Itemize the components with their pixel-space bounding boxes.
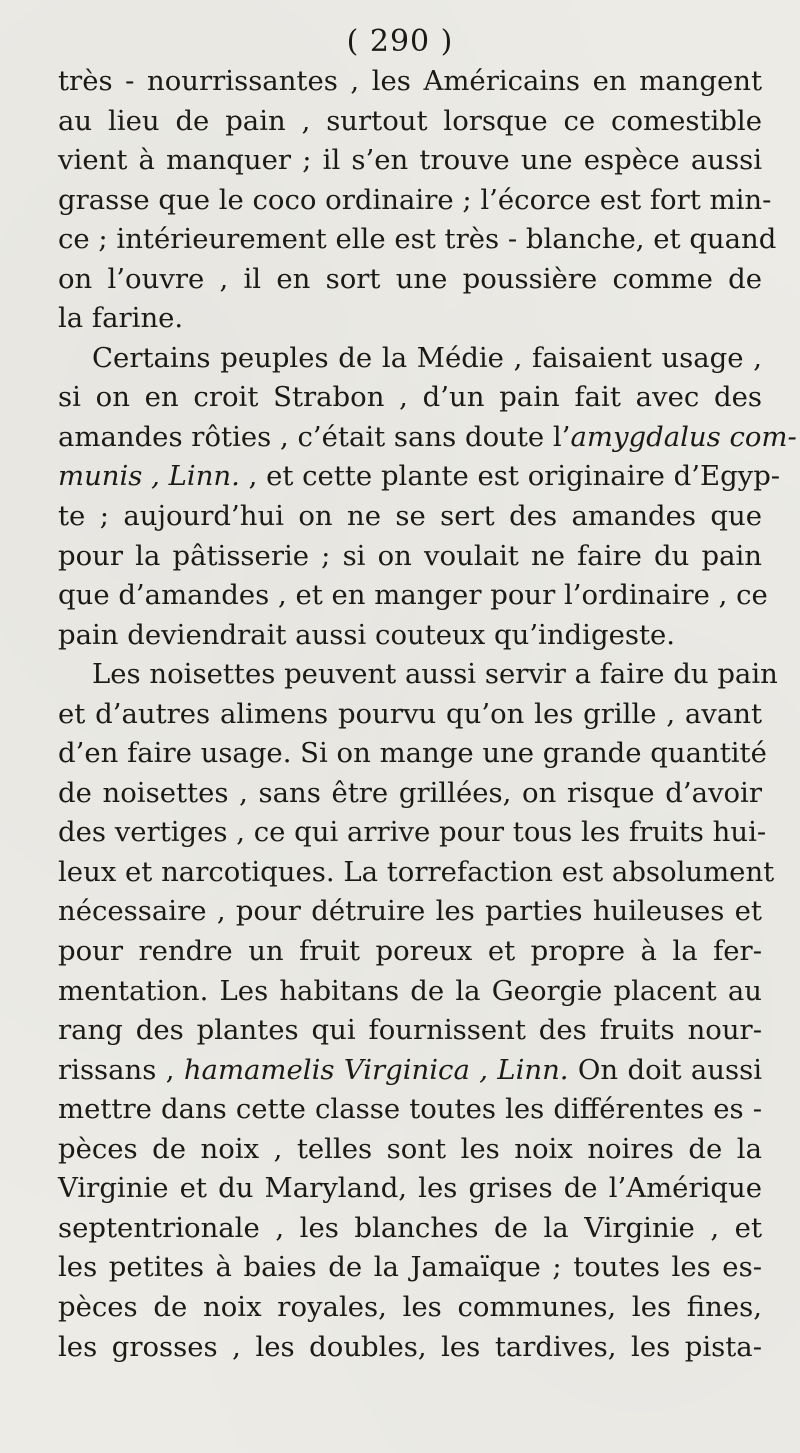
text-segment: leux et narcotiques. La torrefaction est absolument [58, 855, 775, 888]
text-line [58, 972, 762, 1012]
text-line [58, 220, 777, 260]
italic-text-segment: amygdalus com- [570, 420, 797, 453]
text-line [58, 892, 762, 932]
text-segment: Certains peuples de la Médie , faisaient usage , [92, 341, 762, 374]
text-line [58, 813, 767, 853]
text-line [58, 62, 762, 102]
text-segment: mettre dans cette classe toutes les différentes es - [58, 1093, 762, 1126]
text-line [58, 853, 775, 893]
text-segment: Les noisettes peuvent aussi servir a faire du pain [92, 658, 778, 691]
text-segment: pour la pâtisserie ; si on voulait ne faire du pain [58, 539, 762, 572]
text-line [58, 1209, 762, 1249]
text-segment: au lieu de pain , surtout lorsque ce comestible [58, 104, 762, 137]
text-segment: ce ; intérieurement elle est très - blanche, et quand [58, 223, 777, 256]
text-line [58, 616, 762, 656]
text-line [58, 1051, 762, 1091]
text-line [58, 576, 768, 616]
italic-text-segment: munis , Linn. [58, 460, 249, 493]
text-segment: et d’autres alimens pourvu qu’on les grille , avant [58, 697, 762, 730]
text-segment: les petites à baies de la Jamaïque ; toutes les es- [58, 1251, 762, 1284]
text-line [58, 695, 762, 735]
text-segment: très - nourrissantes , les Américains en mangent [58, 65, 762, 97]
text-line [58, 1288, 762, 1328]
text-line [58, 457, 781, 497]
text-segment: la farine. [58, 302, 184, 335]
text-segment: pèces de noix royales, les communes, les fines, [58, 1290, 762, 1323]
text-segment: vient à manquer ; il s’en trouve une espèce aussi [58, 144, 762, 177]
text-line [58, 1011, 762, 1051]
text-segment: grasse que le coco ordinaire ; l’écorce est fort min- [58, 183, 772, 216]
text-segment: des vertiges , ce qui arrive pour tous les fruits hui- [58, 816, 767, 849]
text-segment: On doit aussi [568, 1053, 762, 1086]
text-segment: on l’ouvre , il en sort une poussière comme de [58, 262, 762, 295]
text-segment: Virginie et du Maryland, les grises de l’Amérique [58, 1172, 762, 1205]
text-line [58, 1248, 762, 1288]
text-line [58, 339, 762, 379]
text-segment: pèces de noix , telles sont les noix noires de la [58, 1132, 762, 1165]
text-segment: , et cette plante est originaire d’Egyp- [248, 460, 781, 493]
body-text [58, 62, 797, 1367]
text-line [58, 497, 762, 537]
text-segment: rissans , [58, 1053, 184, 1086]
text-segment: pain deviendrait aussi couteux qu’indigeste. [58, 618, 676, 651]
text-segment: mentation. Les habitans de la Georgie placent au [58, 974, 762, 1007]
text-segment: les grosses , les doubles, les tardives, les pista- [58, 1330, 762, 1363]
text-segment: que d’amandes , et en manger pour l’ordinaire , ce [58, 579, 768, 612]
text-segment: si on en croit Strabon , d’un pain fait avec des [58, 381, 762, 414]
text-line [58, 1169, 762, 1209]
text-line [58, 774, 762, 814]
text-segment: de noisettes , sans être grillées, on risque d’avoir [58, 776, 762, 809]
text-segment: rang des plantes qui fournissent des fruits nour- [58, 1014, 762, 1047]
text-line [58, 932, 762, 972]
text-segment: septentrionale , les blanches de la Virginie , et [58, 1211, 762, 1244]
text-line [58, 299, 762, 339]
page-number: ( 290 ) [346, 24, 454, 59]
text-line [58, 655, 778, 695]
text-line [58, 1328, 762, 1368]
text-segment: pour rendre un fruit poreux et propre à la fer- [58, 935, 762, 968]
text-line [58, 734, 767, 774]
text-segment: nécessaire , pour détruire les parties huileuses et [58, 895, 762, 928]
text-line [58, 1130, 762, 1170]
italic-text-segment: hamamelis Virginica , Linn. [183, 1053, 569, 1086]
text-segment: d’en faire usage. Si on mange une grande quantité [58, 737, 767, 770]
text-line [58, 418, 797, 458]
text-line [58, 537, 762, 577]
text-segment: te ; aujourd’hui on ne se sert des amandes que [58, 500, 762, 533]
text-line [58, 141, 762, 181]
text-line [58, 102, 762, 142]
text-segment: amandes rôties , c’était sans doute l’ [58, 420, 571, 453]
text-line [58, 181, 772, 221]
text-line [58, 260, 762, 300]
text-line [58, 1090, 762, 1130]
text-line [58, 378, 762, 418]
